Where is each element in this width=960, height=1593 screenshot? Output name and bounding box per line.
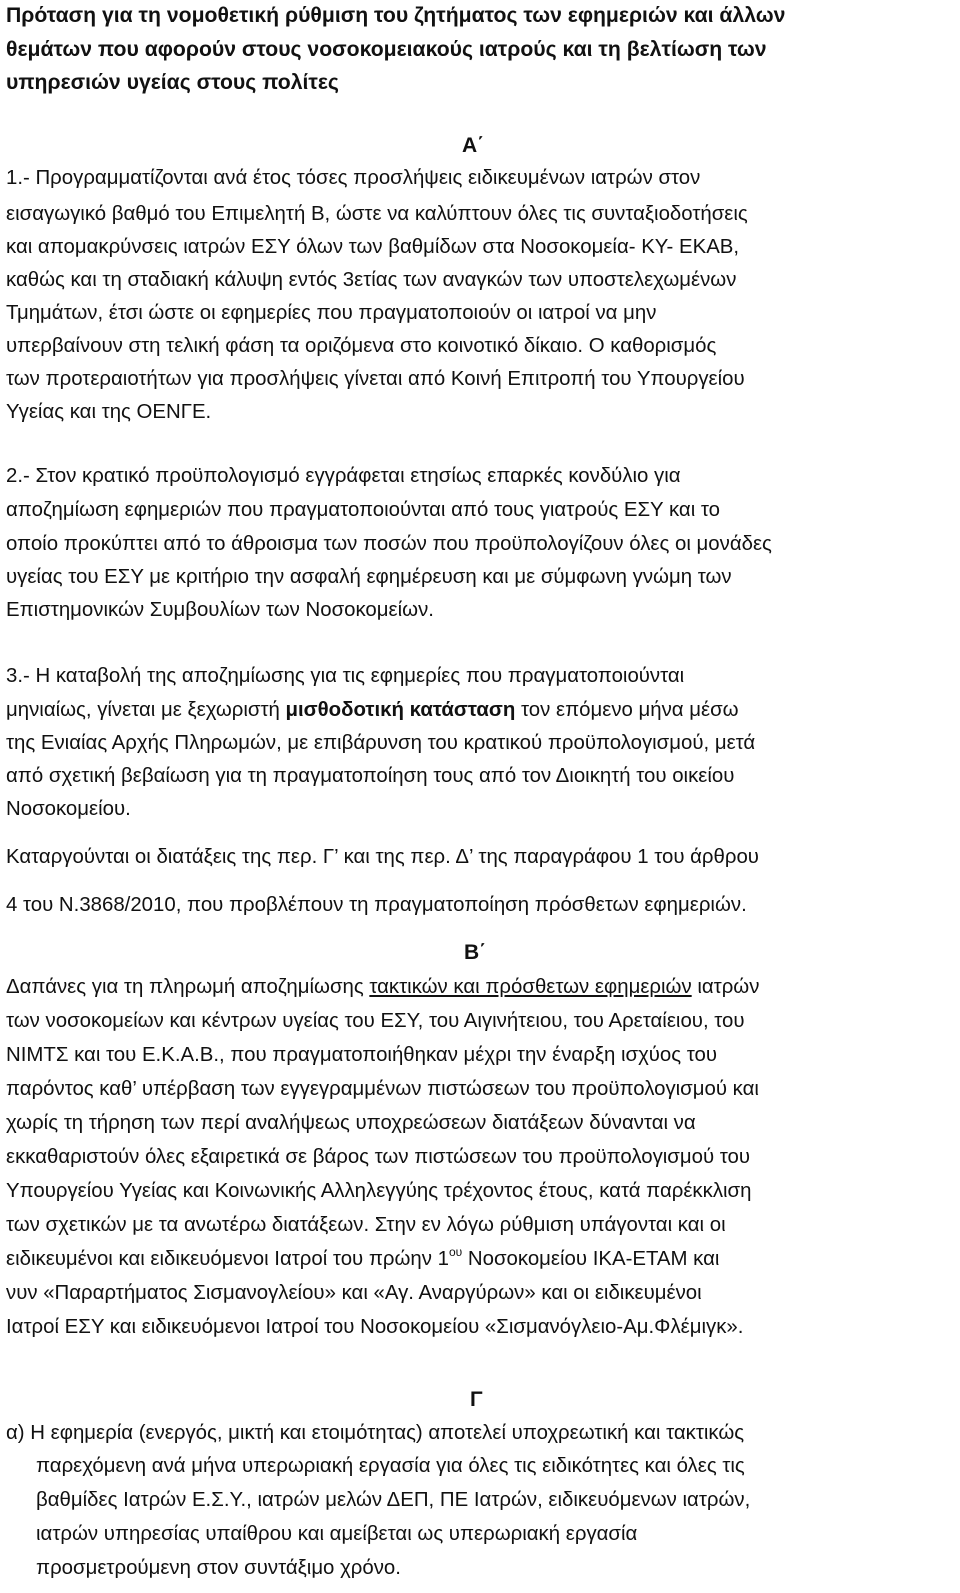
paragraph-line: προσμετρούμενη στον συντάξιμο χρόνο.: [36, 1557, 401, 1579]
text-run: ιατρών: [691, 976, 760, 998]
paragraph-line: εκκαθαριστούν όλες εξαιρετικά σε βάρος των πιστώσεων του προϋπολογισμού του: [6, 1146, 751, 1168]
paragraph-line: και απομακρύνσεις ιατρών ΕΣΥ όλων των βαθμίδων στα Νοσοκομεία- ΚΥ- ΕΚΑΒ,: [6, 236, 740, 258]
paragraph-line: 3.- Η καταβολή της αποζημίωσης για τις εφημερίες που πραγματοποιούνται: [6, 665, 685, 687]
paragraph-line: παρόντος καθ’ υπέρβαση των εγγεγραμμένων πιστώσεων του προϋπολογισμού και: [6, 1078, 759, 1100]
paragraph-line: αποζημίωση εφημεριών που πραγματοποιούνται από τους γιατρούς ΕΣΥ και το: [6, 499, 720, 521]
paragraph-line: [6, 973, 759, 1001]
paragraph-line: καθώς και τη σταδιακή κάλυψη εντός 3ετίας των αναγκών των υποστελεχωμένων: [6, 269, 737, 291]
document-title-line-2: θεμάτων που αφορούν στους νοσοκομειακούς ιατρούς και τη βελτίωση των: [6, 38, 767, 61]
text-run: ειδικευμένοι και ειδικευόμενοι Ιατροί του πρώην 1: [6, 1248, 449, 1270]
paragraph-line: των σχετικών με τα ανωτέρω διατάξεων. Στην εν λόγω ρύθμιση υπάγονται και οι: [6, 1214, 726, 1236]
paragraph-line: παρεχόμενη ανά μήνα υπερωριακή εργασία για όλες τις ειδικότητες και όλες τις: [36, 1455, 745, 1477]
superscript: ου: [448, 1245, 463, 1259]
paragraph-line: εισαγωγικό βαθμό του Επιμελητή Β, ώστε να καλύπτουν όλες τις συνταξιοδοτήσεις: [6, 203, 748, 225]
paragraph-line: Ιατροί ΕΣΥ και ειδικευόμενοι Ιατροί του Νοσοκομείου «Σισμανόγλειο-Αμ.Φλέμιγκ».: [6, 1316, 744, 1338]
paragraph-line: ιατρών υπηρεσίας υπαίθρου και αμείβεται ως υπερωριακή εργασία: [36, 1523, 638, 1545]
paragraph-line: Επιστημονικών Συμβουλίων των Νοσοκομείων.: [6, 599, 434, 621]
paragraph-line: βαθμίδες Ιατρών Ε.Σ.Υ., ιατρών μελών ΔΕΠ, ΠΕ Ιατρών, ειδικευόμενων ιατρών,: [36, 1489, 751, 1511]
underlined-phrase: τακτικών και πρόσθετων εφημεριών: [369, 976, 692, 998]
paragraph-line: 4 του Ν.3868/2010, που προβλέπουν τη πραγματοποίηση πρόσθετων εφημεριών.: [6, 894, 747, 916]
text-run: τον επόμενο μήνα μέσω: [515, 699, 739, 721]
text-run: Νοσοκομείου ΙΚΑ-ΕΤΑΜ και: [462, 1248, 720, 1270]
paragraph-line: Υπουργείου Υγείας και Κοινωνικής Αλληλεγγύης τρέχοντος έτους, κατά παρέκκλιση: [6, 1180, 752, 1202]
paragraph-line: Νοσοκομείου.: [6, 798, 131, 820]
paragraph-line: χωρίς τη τήρηση των περί αναλήψεως υποχρεώσεων διατάξεων δύνανται να: [6, 1112, 696, 1134]
paragraph-line: των προτεραιοτήτων για προσλήψεις γίνεται από Κοινή Επιτροπή του Υπουργείου: [6, 368, 745, 390]
paragraph-line: Υγείας και της ΟΕΝΓΕ.: [6, 401, 212, 423]
paragraph-line: 2.- Στον κρατικό προϋπολογισμό εγγράφεται ετησίως επαρκές κονδύλιο για: [6, 465, 681, 487]
text-run: Δαπάνες για τη πληρωμή αποζημίωσης: [6, 976, 370, 998]
paragraph-line: υπερβαίνουν στη τελική φάση τα οριζόμενα στο κοινοτικό δίκαιο. Ο καθορισμός: [6, 335, 717, 357]
paragraph-line: Καταργούνται οι διατάξεις της περ. Γ’ και της περ. Δ’ της παραγράφου 1 του άρθρου: [6, 846, 759, 868]
paragraph-line: υγείας του ΕΣΥ με κριτήριο την ασφαλή εφημέρευση και με σύμφωνη γνώμη των: [6, 566, 732, 588]
paragraph-line: [6, 696, 739, 724]
paragraph-line: Τμημάτων, έτσι ώστε οι εφημερίες που πραγματοποιούν οι ιατροί να μην: [6, 302, 657, 324]
paragraph-line: 1.- Προγραμματίζονται ανά έτος τόσες προσλήψεις ειδικευμένων ιατρών στον: [6, 167, 701, 189]
paragraph-line: της Ενιαίας Αρχής Πληρωμών, με επιβάρυνση του κρατικού προϋπολογισμού, μετά: [6, 732, 756, 754]
document-title-line-1: Πρόταση για τη νομοθετική ρύθμιση του ζητήματος των εφημεριών και άλλων: [6, 4, 786, 27]
document-title-line-3: υπηρεσιών υγείας στους πολίτες: [6, 71, 339, 94]
paragraph-line: νυν «Παραρτήματος Σισμανογλείου» και «Αγ. Αναργύρων» και οι ειδικευμένοι: [6, 1282, 702, 1304]
section-b-heading: Β΄: [464, 941, 487, 964]
paragraph-line: [6, 1245, 719, 1275]
paragraph-line: οποίο προκύπτει από το άθροισμα των ποσών που προϋπολογίζουν όλες οι μονάδες: [6, 533, 772, 555]
section-a-heading: Α΄: [462, 134, 485, 157]
paragraph-line: ΝΙΜΤΣ και του Ε.Κ.Α.Β., που πραγματοποιήθηκαν μέχρι την έναρξη ισχύος του: [6, 1044, 718, 1066]
paragraph-line: α) Η εφημερία (ενεργός, μικτή και ετοιμότητας) αποτελεί υποχρεωτική και τακτικώς: [6, 1422, 745, 1444]
bold-phrase: μισθοδοτική κατάσταση: [285, 699, 516, 721]
text-run: μηνιαίως, γίνεται με ξεχωριστή: [6, 699, 286, 721]
paragraph-line: από σχετική βεβαίωση για τη πραγματοποίηση τους από τον Διοικητή του οικείου: [6, 765, 735, 787]
paragraph-line: των νοσοκομείων και κέντρων υγείας του ΕΣΥ, του Αιγινήτειου, του Αρεταίειου, του: [6, 1010, 745, 1032]
section-c-heading: Γ: [470, 1388, 483, 1411]
